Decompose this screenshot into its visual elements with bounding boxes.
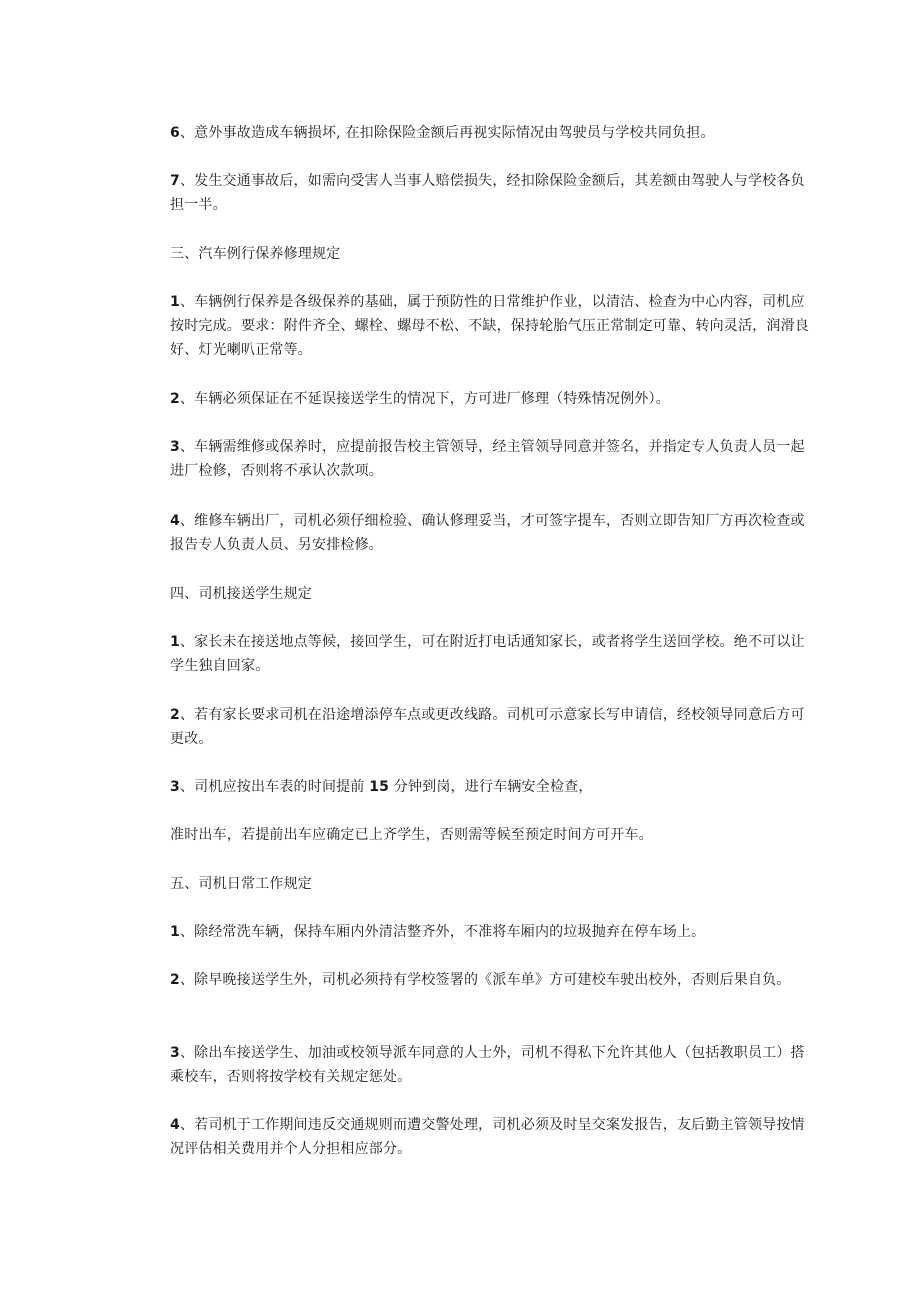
paragraph-text: 、车辆需维修或保养时，应提前报告校主管领导，经主管领导同意并签名，并指定专人负责人员一起进厂检修，否则将不承认次款项。	[170, 439, 805, 479]
paragraph-text: 、除经常洗车辆，保持车厢内外清洁整齐外，不准将车厢内的垃圾抛弃在停车场上。	[179, 924, 706, 940]
paragraph-rule-7	[139, 169, 815, 217]
paragraph-text: 、意外事故造成车辆损坏, 在扣除保险金额后再视实际情况由驾驶员与学校共同负担。	[179, 125, 715, 141]
paragraph-text: 、若有家长要求司机在沿途增添停车点或更改线路。司机可示意家长写申请信，经校领导同意后方可更改。	[170, 707, 805, 747]
paragraph-text: 、司机应按出车表的时间提前	[179, 779, 370, 795]
section-heading-5	[139, 872, 815, 896]
item-number: 4	[170, 1117, 180, 1133]
paragraph-text: 、维修车辆出厂，司机必须仔细检验、确认修理妥当，才可签字提车，否则立即告知厂方再次检查或报告专人负责人员、另安排检修。	[170, 513, 805, 553]
paragraph-pickup-3-cont	[139, 823, 815, 847]
paragraph-text: 、家长未在接送地点等候，接回学生，可在附近打电话通知家长，或者将学生送回学校。绝不可以让学生独自回家。	[170, 634, 805, 674]
paragraph-text: 、除出车接送学生、加油或校领导派车同意的人士外，司机不得私下允许其他人（包括教职员工）搭乘校车，否则将按学校有关规定惩处。	[170, 1045, 805, 1085]
paragraph-text: 、车辆例行保养是各级保养的基础，属于预防性的日常维护作业，以清洁、检查为中心内容，司机应按时完成。要求：附件齐全、螺栓、螺母不松、不缺，保持轮胎气压正常制定可靠、转向灵活，润滑良好、灯光喇叭正常等。	[170, 294, 809, 358]
item-number: 2	[170, 707, 180, 723]
item-number: 6	[170, 125, 180, 141]
heading-text: 四、司机接送学生规定	[170, 586, 312, 602]
paragraph-text: 、若司机于工作期间违反交通规则而遭交警处理，司机必须及时呈交案发报告，友后勤主管领导按情况评估相关费用并个人分担相应部分。	[170, 1117, 805, 1157]
paragraph-daily-1	[139, 920, 815, 944]
item-number: 3	[170, 439, 180, 455]
item-number: 1	[170, 634, 180, 650]
paragraph-maintenance-3	[139, 435, 815, 483]
paragraph-daily-4	[139, 1113, 815, 1161]
item-number: 1	[170, 294, 180, 310]
item-number: 2	[170, 391, 180, 407]
paragraph-text: 、车辆必须保证在不延误接送学生的情况下，方可进厂修理（特殊情况例外）。	[179, 391, 670, 407]
paragraph-maintenance-4	[139, 509, 815, 557]
paragraph-pickup-2	[139, 703, 815, 751]
item-number: 3	[170, 779, 180, 795]
item-number: 7	[170, 173, 180, 189]
paragraph-daily-3	[139, 1041, 815, 1089]
paragraph-text: 、除早晚接送学生外，司机必须持有学校签署的《派车单》方可建校车驶出校外，否则后果自负。	[179, 972, 791, 988]
paragraph-daily-2	[139, 968, 815, 992]
item-number: 3	[170, 1045, 180, 1061]
minutes-number: 15	[369, 779, 390, 795]
section-heading-3	[139, 242, 815, 266]
paragraph-maintenance-2	[139, 387, 815, 411]
section-heading-4	[139, 582, 815, 606]
paragraph-text: 、发生交通事故后，如需向受害人当事人赔偿损失，经扣除保险金额后，其差额由驾驶人与学校各负担一半。	[170, 173, 805, 213]
paragraph-rule-6	[139, 121, 815, 145]
paragraph-maintenance-1	[139, 290, 815, 362]
paragraph-text: 准时出车，若提前出车应确定已上齐学生，否则需等候至预定时间方可开车。	[170, 827, 653, 843]
item-number: 1	[170, 924, 180, 940]
item-number: 2	[170, 972, 180, 988]
paragraph-text-cont: 分钟到岗，进行车辆安全检查，	[389, 779, 593, 795]
heading-text: 三、汽车例行保养修理规定	[170, 246, 341, 262]
paragraph-pickup-1	[139, 630, 815, 678]
item-number: 4	[170, 513, 180, 529]
heading-text: 五、司机日常工作规定	[170, 876, 312, 892]
paragraph-pickup-3	[139, 775, 815, 799]
